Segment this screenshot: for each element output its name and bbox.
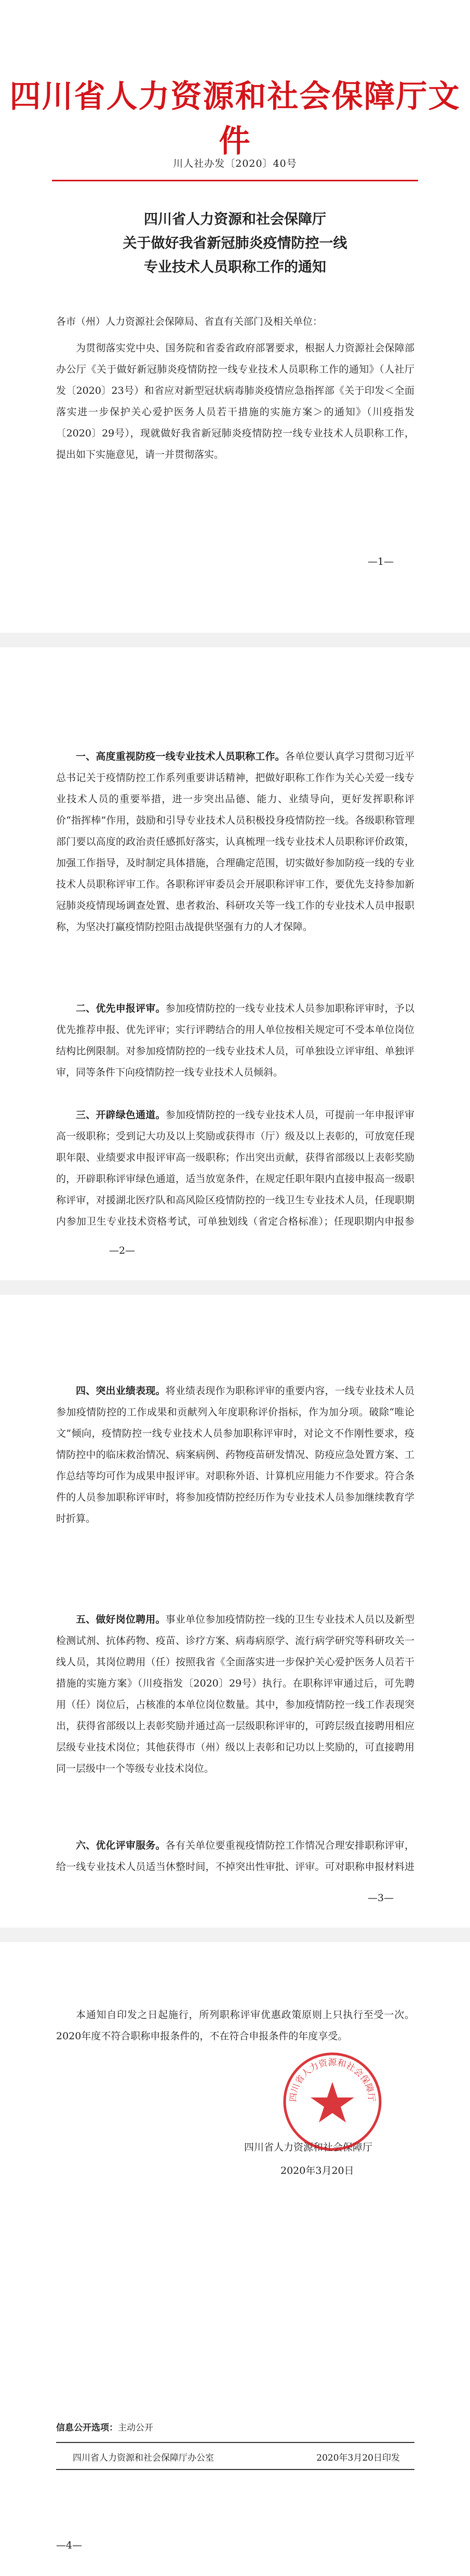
section-5-heading: 五、做好岗位聘用。 bbox=[76, 1614, 166, 1625]
section-2-heading: 二、优先申报评审。 bbox=[76, 1003, 166, 1014]
page-separator bbox=[0, 633, 470, 647]
signature-date: 2020年3月20日 bbox=[280, 2165, 354, 2176]
section-2-text: 参加疫情防控的一线专业技术人员参加职称评审时，予以优先推荐申报、优先评审；实行评聘结合的用人单位按相关规定可不受本单位岗位结构比例限制。对参加疫情防控的一线专业技术人员，可单独设立评审组、单独评审，同等条件下向疫情防控一线专业技术人员倾斜。 bbox=[56, 1003, 414, 1078]
page-number: —4— bbox=[56, 2540, 83, 2551]
page-separator bbox=[0, 1280, 470, 1295]
section-1-text: 各单位要认真学习贯彻习近平总书记关于疫情防控工作系列重要讲话精神，把做好职称工作作为关心关爱一线专业技术人员的重要举措，进一步突出品德、能力、业绩导向，更好发挥职称评价“指挥棒”作用，鼓励和引导专业技术人员积极投身疫情防控一线。各级职称管理部门要以高度的政治责任感抓好落实，认真梳理一线专业技术人员职称评价政策，加强工作指导，及时制定具体措施，合理确定范围，切实做好参加防疫一线的专业技术人员职称评审工作。各职称评审委员会开展职称评审工作，要优先支持参加新冠肺炎疫情现场调查处置、患者救治、科研攻关等一线工作的专业技术人员申报职称，为坚决打赢疫情防控阻击战提供坚强有力的人才保障。 bbox=[56, 751, 414, 933]
page-1 bbox=[0, 0, 470, 633]
page-number: —3— bbox=[368, 1892, 394, 1904]
section-6-text: 各有关单位要重视疫情防控工作情况合理安排职称评审，给一线专业技术人员适当休整时间，不掉突出性审批、评审。可对职称申报材料进 bbox=[56, 1840, 414, 1873]
closing-paragraph: 本通知自印发之日起施行，所列职称评审优惠政策原则上只执行至受一次。2020年度不符合职称申报条件的，不在符合申报条件的年度享受。 bbox=[56, 2009, 414, 2042]
document-header-title: 四川省人力资源和社会保障厅文件 bbox=[9, 78, 461, 160]
info-disclosure bbox=[56, 2420, 153, 2433]
intro-paragraph: 为贯彻落实党中央、国务院和省委省政府部署要求，根据人力资源社会保障部办公厅《关于做好新冠肺炎疫情防控一线专业技术人员职称工作的通知》（人社厅发〔2020〕23号）和省应对新型冠状病毒肺炎疫情应急指挥部《关于印发＜全面落实进一步保护关心爱护医务人员若干措施的实施方案＞的通知》（川疫指发〔2020〕29号），现就做好我省新冠肺炎疫情防控一线专业技术人员职称工作，提出如下实施意见，请一并贯彻落实。 bbox=[56, 342, 414, 460]
seal-star-icon bbox=[311, 2082, 354, 2122]
notice-title-line-3: 专业技术人员职称工作的通知 bbox=[144, 259, 326, 275]
page-separator bbox=[0, 1928, 470, 1942]
page-3 bbox=[0, 1295, 470, 1928]
footer-issue-row bbox=[73, 2450, 400, 2463]
section-3-paragraph bbox=[56, 1105, 414, 1229]
section-3-heading: 三、开辟绿色通道。 bbox=[76, 1109, 166, 1121]
section-1-paragraph bbox=[56, 746, 414, 938]
section-4-heading: 四、突出业绩表现。 bbox=[76, 1385, 166, 1397]
red-divider-line bbox=[52, 180, 418, 181]
footer-issuer: 四川省人力资源和社会保障厅办公室 bbox=[73, 2453, 214, 2463]
section-1-heading: 一、高度重视防疫一线专业技术人员职称工作。 bbox=[76, 751, 285, 762]
seal-text: 四川省人力资源和社会保障厅 bbox=[288, 2057, 377, 2103]
signature-org: 四川省人力资源和社会保障厅 bbox=[244, 2142, 373, 2153]
section-5-paragraph bbox=[56, 1609, 414, 1780]
section-5-text: 事业单位参加疫情防控一线的卫生专业技术人员以及新型检测试剂、抗体药物、疫苗、诊疗方案、病毒病原学、流行病学研究等科研攻关一线人员，其岗位聘用（任）按照我省《全面落实进一步保护关心爱护医务人员若干措施的实施方案》（川疫指发〔2020〕29号）执行。在职称评审通过后，可先聘用（任）岗位后，占核准的本单位岗位数量。其中，参加疫情防控一线工作表现突出，获得省部级以上表彰奖励并通过高一层级职称评审的，可跨层级直接聘用相应层级专业技术岗位；其他获得市（州）级以上表彰和记功以上奖励的，可直接聘用同一层级中一个等级专业技术岗位。 bbox=[56, 1614, 414, 1774]
info-disclosure-label: 信息公开选项： bbox=[56, 2423, 118, 2433]
section-6-heading: 六、优化评审服务。 bbox=[76, 1840, 166, 1851]
notice-title-line-2: 关于做好我省新冠肺炎疫情防控一线 bbox=[123, 235, 347, 251]
document-number: 川人社办发〔2020〕40号 bbox=[173, 158, 297, 169]
salutation: 各市（州）人力资源社会保障局、省直有关部门及相关单位： bbox=[56, 316, 323, 327]
footer-issue-date: 2020年3月20日印发 bbox=[316, 2453, 400, 2463]
page-2 bbox=[0, 647, 470, 1280]
section-4-text: 将业绩表现作为职称评审的重要内容，一线专业技术人员参加疫情防控的工作成果和贡献列入年度职称评价指标，作为加分项。破除“唯论文”倾向，疫情防控一线专业技术人员参加职称评审时，对论文不作刚性要求，疫情防控中的临床救治情况、病案病例、药物疫苗研发情况、防疫应急处置方案、工作总结等均可作为成果申报评审。对职称外语、计算机应用能力不作要求。符合条件的人员参加职称评审时，将参加疫情防控经历作为专业技术人员参加继续教育学时折算。 bbox=[56, 1385, 414, 1524]
footer-rule-bottom bbox=[56, 2469, 414, 2470]
section-3-text: 参加疫情防控的一线专业技术人员，可提前一年申报评审高一级职称；受到记大功及以上奖励或获得市（厅）级及以上表彰的，可放宽任现职年限、业绩要求申报评审高一级职称；作出突出贡献，获得省部级以上表彰奖励的，开辟职称评审绿色通道，适当放宽条件，在规定任职年限内直接申报高一级职称评审，对援湖北医疗队和高风险区疫情防控的一线卫生专业技术人员，任现职期内参加卫生专业技术资格考试，可单独划线（省定合格标准）；任现职期内申报参 bbox=[56, 1109, 414, 1227]
section-4-paragraph bbox=[56, 1380, 414, 1530]
section-6-paragraph bbox=[56, 1835, 414, 1878]
notice-title-line-1: 四川省人力资源和社会保障厅 bbox=[144, 211, 326, 228]
page-4 bbox=[0, 1942, 470, 2576]
page-number: —1— bbox=[368, 556, 394, 567]
info-disclosure-value: 主动公开 bbox=[118, 2423, 153, 2433]
official-seal bbox=[280, 2050, 384, 2154]
page-number: —2— bbox=[109, 1245, 136, 1256]
footer-rule-top bbox=[56, 2442, 414, 2443]
section-2-paragraph bbox=[56, 998, 414, 1083]
